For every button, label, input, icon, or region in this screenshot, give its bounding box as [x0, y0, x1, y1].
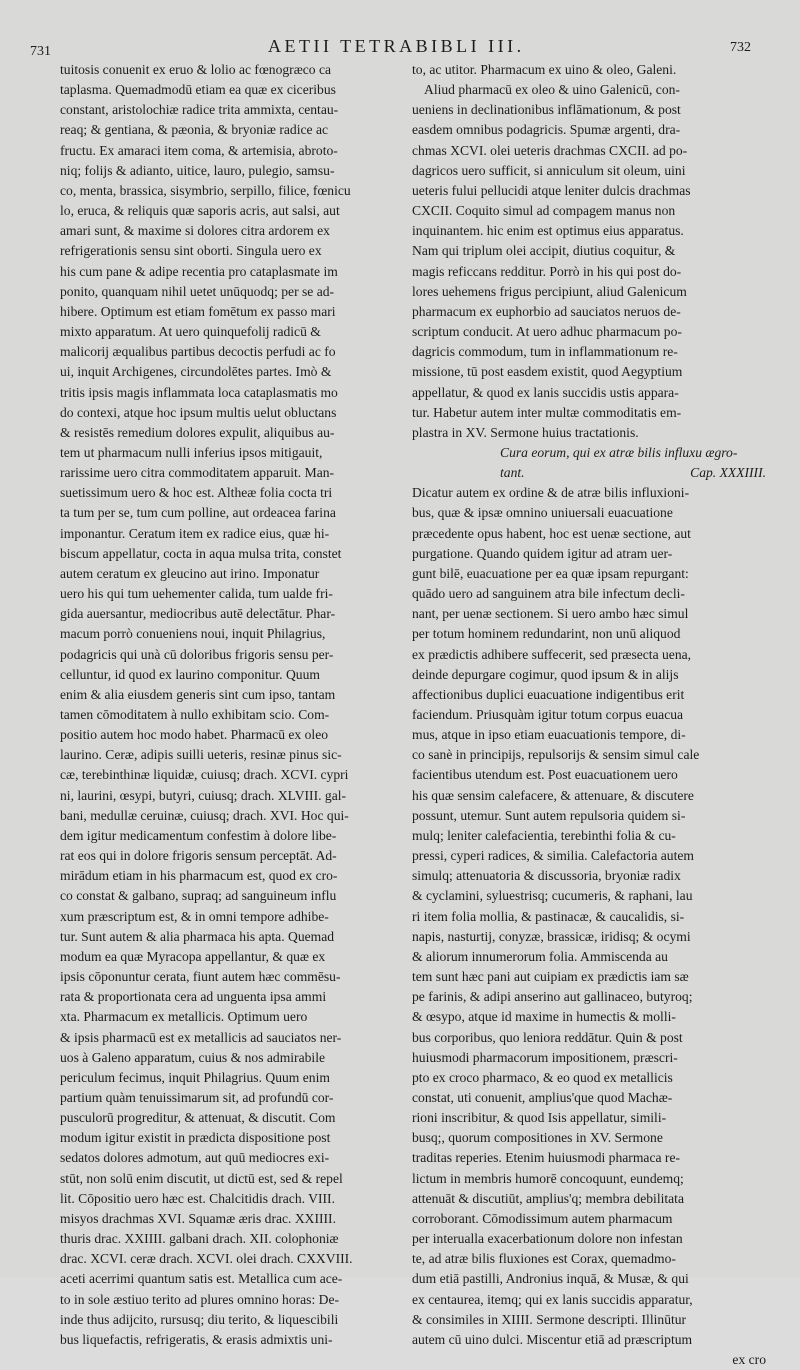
text-line: deinde depurgare cogimur, quod ipsum & in alijs	[412, 666, 679, 682]
text-line: appellatur, & quod ex lanis succidis ustis appara-	[412, 384, 679, 400]
text-line: his quæ sensim calefacere, & attenuare, & discutere	[412, 787, 694, 803]
text-line: pusculorū progreditur, & attenuat, & discutit. Com	[60, 1110, 336, 1126]
text-line: partium quàm tenuissimarum sit, ad profundū cor-	[60, 1089, 334, 1105]
text-line: bani, medullæ ceruinæ, cuiusq; drach. XVI. Hoc qui-	[60, 807, 349, 823]
text-line: tamen cōmoditatem à nullo exhibitam scio. Com-	[60, 707, 330, 722]
text-line: mus, atque in ipso etiam euacuationis tempore, di-	[412, 727, 686, 743]
text-line: mirādum etiam in his pharmacum est, quod ex cro-	[60, 868, 338, 884]
text-line: Nam qui triplum olei accipit, diutius coquitur, &	[412, 243, 676, 259]
text-line: tur. Habetur autem inter multæ commoditatis em-	[412, 404, 682, 420]
text-line: possunt, utemur. Sunt autem repulsoria quidem si-	[412, 807, 686, 823]
text-line: to, ac utitor. Pharmacum ex uino & oleo, Galeni.	[412, 62, 677, 77]
page-number-right: 732	[730, 40, 751, 55]
text-line: amari sunt, & maxime si dolores citra ardorem ex	[60, 223, 330, 239]
text-line: per interualla exacerbationum dolore non infestan	[412, 1231, 683, 1247]
text-line: quādo uero ad sanguinem atra bile infectum decli-	[412, 586, 685, 602]
text-line: scriptum conducit. At uero adhuc pharmacum po-	[412, 324, 682, 340]
text-line: autem cū uino dulci. Miscentur etiā ad præscriptum	[412, 1331, 693, 1347]
text-line: ponito, quanquam nihil uetet unūquodq; per se ad-	[60, 283, 335, 299]
text-line: misyos drachmas XVI. Squamæ æris drac. XXIIII.	[60, 1210, 336, 1226]
running-title: AETII TETRABIBLI III.	[268, 36, 525, 56]
text-line: te, ad atræ bilis fluxiones est Corax, quemadmo-	[412, 1251, 676, 1267]
text-line: ui, inquit Archigenes, circundolētes partes. Imò &	[60, 364, 332, 380]
text-line: positio autem hoc modo habet. Pharmacū ex oleo	[60, 727, 329, 743]
text-line: Dicatur autem ex ordine & de atræ bilis influxioni-	[412, 485, 690, 501]
text-line: refrigerationis sensu sint oborti. Singula uero ex	[60, 243, 322, 259]
text-line: his cum pane & adipe recentia pro cataplasmate im	[60, 263, 338, 279]
text-line: co, menta, brassica, sisymbrio, serpillo, filice, fœnicu	[60, 182, 351, 198]
text-line: rioni inscribitur, & quod Isis appellatur, simili-	[412, 1110, 667, 1126]
text-line: & aliorum innumerorum folia. Ammiscenda au	[412, 948, 668, 964]
text-line: ex prædictis adhibere suffecerit, sed præsecta uena,	[412, 646, 692, 662]
text-line: laurino. Ceræ, adipis suilli ueteris, resinæ pinus sic-	[60, 747, 342, 763]
text-line: dagricos uero sufficit, si anniculum sit oleum, uini	[412, 162, 686, 178]
text-line: biscum appellatur, cocta in aqua mulsa trita, constet	[60, 545, 342, 561]
text-line: missione, tū post easdem existit, quod Aegyptium	[412, 364, 683, 380]
text-line: mulq; leniter calefacientia, terebinthi folia & cu-	[412, 827, 676, 843]
text-line: nant, per uenæ sectionem. Si uero ambo hæc simul	[412, 606, 689, 622]
text-line: periculum fecimus, inquit Philagrius. Quum enim	[60, 1069, 330, 1085]
text-line: constat, uti conuenit, amplius'que quod Machæ-	[412, 1089, 673, 1105]
text-line: per totum hominem redundarint, non unū aliquod	[412, 626, 681, 642]
text-line: modum igitur existit in prædicta dispositione post	[60, 1130, 331, 1146]
text-line: lit. Cōpositio uero hæc est. Chalcitidis drach. VIII.	[60, 1190, 335, 1206]
right-column	[412, 60, 766, 1370]
text-line: pressi, cyperi radices, & similia. Calefactoria autem	[412, 848, 694, 864]
text-line: to in sole æstiuo terito ad plures omnino horas: De-	[60, 1291, 340, 1307]
text-line: tur. Sunt autem & alia pharmaca his apta. Quemad	[60, 928, 335, 944]
text-line: pto ex croco pharmaco, & eo quod ex metallicis	[412, 1069, 673, 1085]
text-line: rarissime uero citra commoditatem apparuit. Man-	[60, 465, 335, 481]
text-line: CXCII. Coquito simul ad compagem manus non	[412, 203, 676, 219]
text-line: uos à Galeno apparatum, cuius & nos admirabile	[60, 1049, 326, 1065]
page-number-left: 731	[30, 44, 51, 59]
text-line: gunt bilē, euacuatione per ea quæ ipsam repurgant:	[412, 565, 689, 581]
text-line: thuris drac. XXIIII. galbani drach. XII. colophoniæ	[60, 1231, 339, 1247]
text-line: præcedente opus habent, hoc est uenæ sectione, aut	[412, 525, 691, 541]
text-line: lores uehemens frigus percipiunt, aliud Galenicum	[412, 283, 687, 299]
text-line: ipsis cōponuntur cerata, fiunt autem hæc commēsu-	[60, 969, 341, 985]
text-line: reaq; & gentiana, & pæonia, & bryoniæ radice ac	[60, 122, 329, 138]
right-column-part-b	[412, 483, 766, 1350]
text-line: gida auersantur, mediocribus autē delectātur. Phar-	[60, 606, 336, 622]
text-line: do contexi, atque hoc ipsum multis uelut obluctans	[60, 404, 337, 420]
text-line: macum porrò conueniens noui, inquit Philagrius,	[60, 626, 326, 642]
catchword: ex cro	[732, 1352, 766, 1367]
text-line: enim & alia eiusdem generis sint cum ipso, tantam	[60, 686, 336, 702]
text-line: aceti acerrimi quantum satis est. Metallica cum ace-	[60, 1271, 343, 1287]
text-line: corroborant. Cōmodissimum autem pharmacum	[412, 1210, 673, 1226]
text-line: huiusmodi pharmacorum impositionem, præscri-	[412, 1049, 678, 1065]
chapter-heading-line-2	[412, 463, 766, 483]
text-line: ueteris fului pellucidi atque leniter dulcis drachmas	[412, 182, 691, 198]
text-line: co sanè in principijs, repulsorijs & sensim simul cale	[412, 747, 700, 763]
text-line: & resistēs remedium dolores expulit, aliquibus au-	[60, 424, 335, 440]
text-line: tuitosis conuenit ex eruo & lolio ac fœnogræco ca	[60, 62, 332, 77]
page-header	[0, 32, 800, 59]
text-line: & ipsis pharmacū est ex metallicis ad sauciatos ner-	[60, 1029, 342, 1045]
text-line: faciendum. Priusquàm igitur totum corpus euacua	[412, 707, 684, 722]
text-line: bus, quæ & ipsæ omnino uniuersali euacuatione	[412, 505, 673, 521]
left-column	[60, 60, 398, 1350]
chapter-heading	[412, 443, 766, 483]
text-line: tritis ipsis magis inflammata loca cataplasmatis mo	[60, 384, 338, 400]
text-line: bus corporibus, quo leniora reddātur. Quin & post	[412, 1029, 683, 1045]
text-line: autem ceratum ex gleucino aut irino. Imponatur	[60, 565, 320, 581]
text-line: & œsypo, atque id maxime in humectis & molli-	[412, 1009, 676, 1025]
text-line: cæ, terebinthinæ liquidæ, cuiusq; drach. XCVI. cypri	[60, 767, 349, 783]
chapter-heading-line-2-text: tant.	[500, 465, 525, 481]
text-line: tem sunt hæc pani aut cuipiam ex prædictis iam sæ	[412, 969, 689, 985]
text-line: podagricis qui unà cū doloribus frigoris sensu per-	[60, 646, 334, 662]
text-line: co constat & galbano, supraq; ad sanguineum influ	[60, 888, 337, 904]
text-line: & consimiles in XIIII. Sermone descripti. Illinūtur	[412, 1311, 687, 1327]
text-line: Aliud pharmacū ex oleo & uino Galenicū, con-	[424, 82, 680, 98]
text-line: ex centaurea, itemq; qui ex lanis succidis apparatur,	[412, 1291, 693, 1307]
text-line: taplasma. Quemadmodū etiam ea quæ ex ciceribus	[60, 82, 336, 98]
text-line: dem igitur medicamentum confestim à dolore libe-	[60, 827, 337, 843]
text-line: napis, nasturtij, conyzæ, brassicæ, iridisq; & ocymi	[412, 928, 691, 944]
text-line: easdem omnibus podagricis. Spumæ argenti, dra-	[412, 122, 681, 138]
text-line: magis reficcans redditur. Porrò in his qui post do-	[412, 263, 682, 279]
text-line: busq;, quorum compositiones in XV. Sermone	[412, 1130, 663, 1146]
text-line: dagricis commodum, tum in inflammationum re-	[412, 344, 678, 360]
text-line: pharmacum ex euphorbio ad sauciatos neruos de-	[412, 303, 681, 319]
chapter-number: Cap. XXXIIII.	[690, 465, 766, 481]
text-line: pe farinis, & adipi anserino aut gallinaceo, butyroq;	[412, 989, 693, 1005]
text-line: fructu. Ex amaraci item coma, & artemisia, abroto-	[60, 142, 338, 158]
text-line: inde thus adijcito, rursusq; diu terito, & liquescibili	[60, 1311, 339, 1327]
text-line: constant, aristolochiæ radice trita ammixta, centau-	[60, 102, 339, 118]
text-line: uero his qui tum uehementer calida, tum ualde fri-	[60, 586, 333, 602]
right-column-part-a	[412, 60, 766, 443]
text-line: drac. XCVI. ceræ drach. XCVI. olei drach. CXXVIII.	[60, 1251, 353, 1267]
text-line: & cyclamini, syluestrisq; cucumeris, & raphani, lau	[412, 888, 693, 904]
text-line: lo, eruca, & reliquis quæ saporis acris, aut salsi, aut	[60, 203, 340, 219]
text-line: rat eos qui in dolore frigoris sensum perceptāt. Ad-	[60, 848, 337, 864]
text-line: ni, laurini, œsypi, butyri, cuiusq; drach. XLVIII. gal-	[60, 787, 347, 803]
text-line: tem ut pharmacum nulli inferius ipsos mitigauit,	[60, 444, 323, 460]
text-line: traditas reperies. Etenim huiusmodi pharmaca re-	[412, 1150, 680, 1166]
text-line: xta. Pharmacum ex metallicis. Optimum uero	[60, 1009, 308, 1025]
text-line: bus liquefactis, refrigeratis, & erasis admixtis uni-	[60, 1331, 333, 1347]
text-line: celluntur, id quod ex laurino componitur. Quum	[60, 666, 320, 682]
text-line: inquinantem. hic enim est optimus eius apparatus.	[412, 223, 684, 239]
text-line: mixto apparatum. At uero quinquefolij radicū &	[60, 324, 321, 340]
text-line: ueniens in declinationibus inflāmationum, & post	[412, 102, 681, 118]
text-line: lictum in membris humorē concoquunt, eundemq;	[412, 1170, 684, 1186]
text-line: affectionibus duplici euacuatione indigentibus erit	[412, 686, 685, 702]
text-line: simulq; attenuatoria & discussoria, bryoniæ radix	[412, 868, 681, 884]
text-line: ri item folia mollia, & pastinacæ, & caucalidis, si-	[412, 908, 685, 924]
text-line: dum etiā pastilli, Andronius inquā, & Musæ, & qui	[412, 1271, 689, 1287]
text-line: sedatos dolores admotum, aut quū mediocres exi-	[60, 1150, 330, 1166]
chapter-heading-line-1: Cura eorum, qui ex atræ bilis influxu ægro-	[500, 444, 738, 460]
text-line: imponantur. Ceratum item ex radice eius, quæ hi-	[60, 525, 330, 541]
text-line: plastra in XV. Sermone huius tractationis.	[412, 424, 639, 440]
text-line: purgatione. Quando quidem igitur ad atram uer-	[412, 545, 673, 561]
text-line: suetissimum uero & hoc est. Altheæ folia cocta tri	[60, 485, 333, 501]
text-line: hibere. Optimum est etiam fomētum ex passo mari	[60, 303, 336, 319]
text-line: attenuāt & discutiūt, amplius'q; membra debilitata	[412, 1190, 684, 1206]
text-line: facientibus utendum est. Post euacuationem uero	[412, 767, 678, 783]
text-line: malicorij æqualibus partibus decoctis perfudi ac fo	[60, 344, 336, 360]
text-line: chmas XCVI. olei ueteris drachmas CXCII. ad po-	[412, 142, 688, 158]
text-line: ta tum per se, tum cum polline, aut ordeacea farina	[60, 505, 336, 521]
text-line: xum præscriptum est, & in omni tempore adhibe-	[60, 908, 329, 924]
text-line: modum ea quæ Myracopa appellantur, & quæ ex	[60, 948, 326, 964]
text-line: niq; folijs & adianto, uitice, lauro, pulegio, samsu-	[60, 162, 335, 178]
text-line: rata & proportionata cera ad unguenta ipsa ammi	[60, 989, 327, 1005]
text-line: stūt, non solū enim discutit, ut dictū est, sed & repel	[60, 1170, 343, 1186]
